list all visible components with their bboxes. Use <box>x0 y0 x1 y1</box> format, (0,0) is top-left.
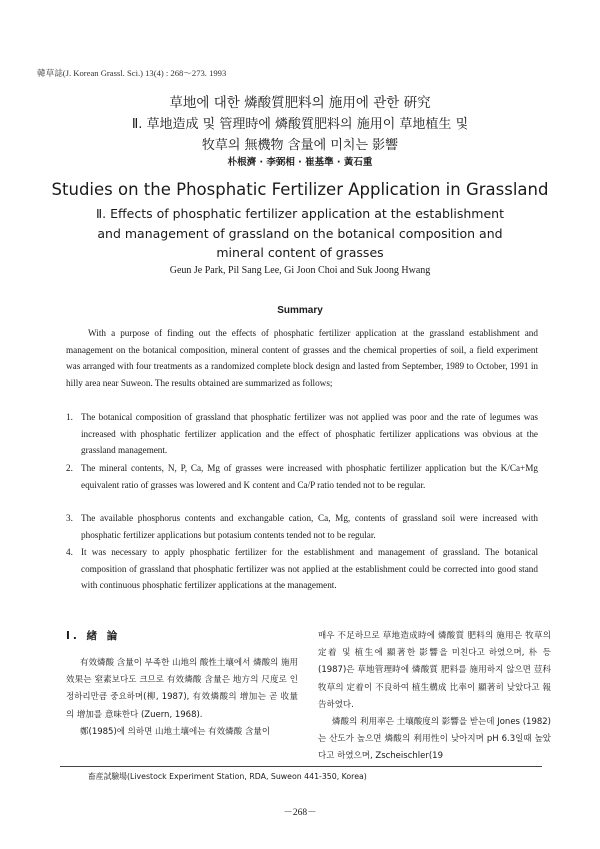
left-column <box>66 655 298 741</box>
paragraph: 有效燐酸 含量이 부족한 山地의 酸性土壤에서 燐酸의 施用效果는 窒素보다도 크므로 有效燐酸 含量은 地方의 尺度로 인정하리만큼 중요하며(柳, 1987), 有效燐酸의 增加는 곧 收量의 增加를 意味한다 (Zuern, 1968). <box>66 658 298 720</box>
summary-item <box>66 460 538 493</box>
item-text: The mineral contents, N, P, Ca, Mg of grasses were increased with phosphatic fertilizer application but the K/Ca+Mg equivalent ratio of grasses was lowered and K content and Ca/P ratio tended not to be regular. <box>81 463 538 490</box>
english-authors: Geun Je Park, Pil Sang Lee, Gi Joon Choi and Suk Joong Hwang <box>169 265 431 276</box>
korean-title-line3: 牧草의 無機物 含量에 미치는 影響 <box>201 138 399 153</box>
summary-heading: Summary <box>277 305 323 316</box>
summary-item <box>66 544 538 594</box>
item-number: 3. <box>66 513 73 523</box>
korean-title-line1: 草地에 대한 燐酸質肥料의 施用에 관한 硏究 <box>169 95 431 111</box>
summary-item <box>66 510 538 543</box>
summary-intro: With a purpose of finding out the effects of phosphatic fertilizer application at the grassland establishment and management on the botanical composition, mineral content of grasses and the chemical properties of soil, a field experiment was arranged with four treatments as a randomized complete block design and lasted from September, 1989 to October, 1991 in hilly area near Suweon. The results obtained are summarized as follows; <box>66 328 538 389</box>
english-title-line4: mineral content of grasses <box>216 245 384 260</box>
item-text: The botanical composition of grassland that phosphatic fertilizer was not applied was poor and the rate of legumes was increased with phosphatic fertilizer application and the effect of phosphatic fertilizer applications was obvious at the grassland management. <box>81 412 538 456</box>
item-number: 2. <box>66 463 73 473</box>
korean-title-line2: Ⅱ. 草地造成 및 管理時에 燐酸質肥料의 施用이 草地植生 및 <box>131 117 469 132</box>
english-title-line2: Ⅱ. Effects of phosphatic fertilizer application at the establishment <box>96 206 504 221</box>
item-text: It was necessary to apply phosphatic fertilizer for the establishment and management of grassland. The botanical composition of grassland that phosphatic fertilizer was not applied at the establishment could be corrected into good stand with continuous phosphatic fertilizer applications at the management. <box>81 547 538 591</box>
journal-reference: 韓草誌(J. Korean Grassl. Sci.) 13(4) : 268～273. 1993 <box>37 68 227 78</box>
section-heading-introduction: Ⅰ. 緖 論 <box>66 630 121 642</box>
paragraph: 鄭(1985)에 의하면 山地土壤에는 有效燐酸 含量이 <box>80 726 271 737</box>
summary-item <box>66 409 538 459</box>
english-title-line1: Studies on the Phosphatic Fertilizer Application in Grassland <box>51 180 549 199</box>
item-number: 4. <box>66 547 73 557</box>
paragraph: 매우 不足하므로 草地造成時에 燐酸質 肥料의 施用은 牧草의 定着 및 植生에 顯著한 影響을 미친다고 하였으며, 朴 등(1987)은 草地管理時에 燐酸質 肥料를 施用하지 않으면 荳科牧草의 定着이 不良하여 植生構成 比率이 顯著히 낮았다고 報告하였다. <box>318 631 551 710</box>
paragraph: 燐酸의 利用率은 土壤酸度의 影響을 받는데 Jones (1982)는 산도가 높으면 燐酸의 利用性이 낮아지며 pH 6.3일때 높았다고 하였으며, Zscheischler(19 <box>318 717 551 762</box>
page-number: －268－ <box>283 808 317 818</box>
right-column <box>318 628 551 766</box>
korean-authors: 朴根濟 · 李弼相 · 崔基準 · 黃石重 <box>227 157 373 168</box>
footnote-divider <box>60 766 542 767</box>
english-title-line3: and management of grassland on the botanical composition and <box>97 226 503 241</box>
item-number: 1. <box>66 412 73 422</box>
affiliation-footnote: 畜産試驗場(Livestock Experiment Station, RDA, Suweon 441-350, Korea) <box>88 772 367 781</box>
item-text: The available phosphorus contents and exchangable cation, Ca, Mg, contents of grassland soil were increased with phosphatic fertilizer applications but potasium contents tended not to be regular. <box>81 513 538 540</box>
